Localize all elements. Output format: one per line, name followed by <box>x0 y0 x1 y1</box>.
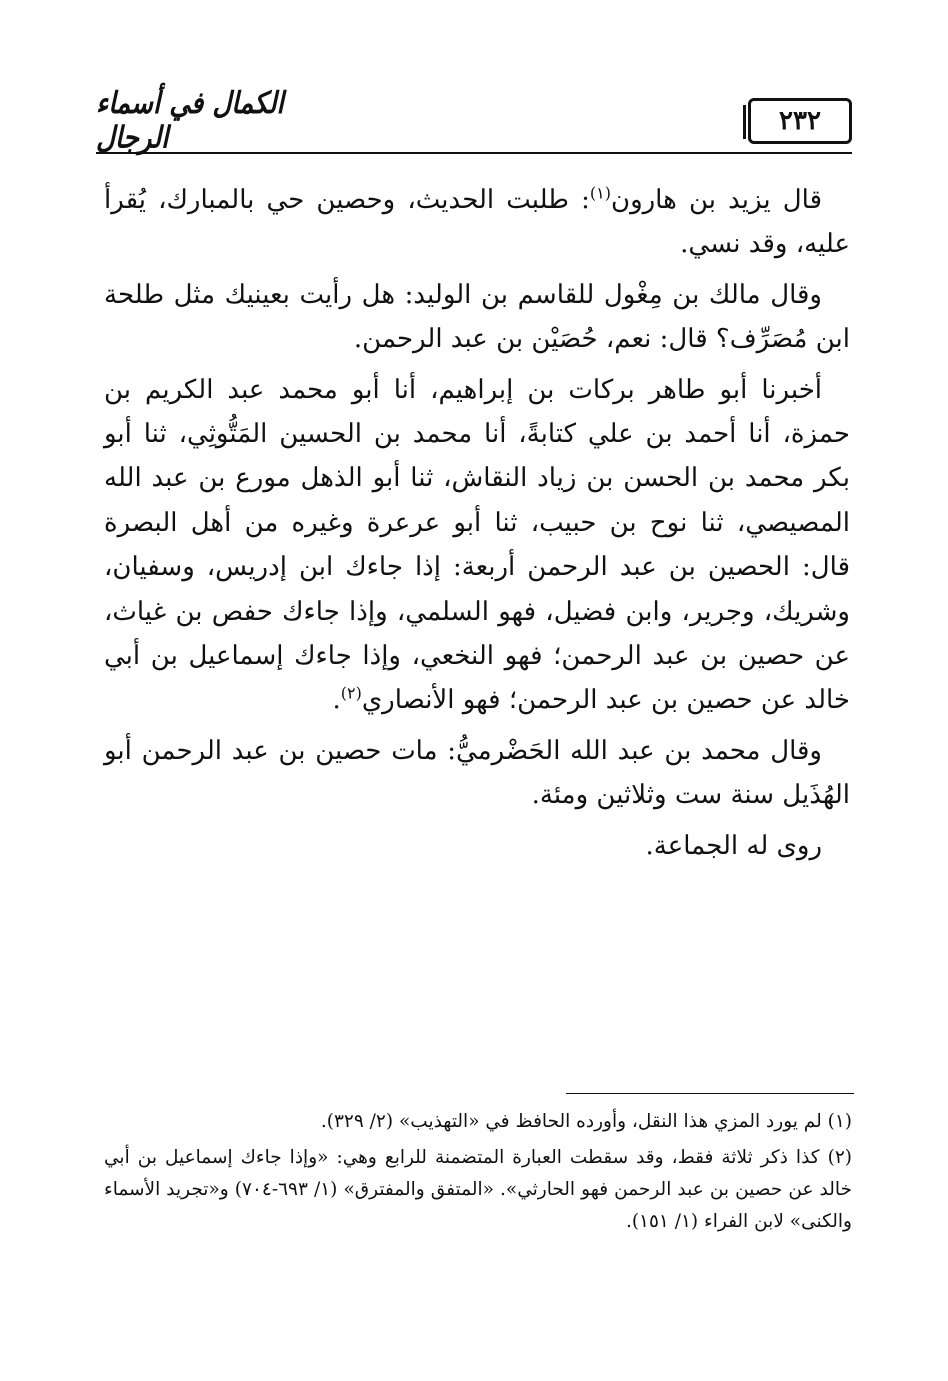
footnote-2: (٢) كذا ذكر ثلاثة فقط، وقد سقطت العبارة المتضمنة للرابع وهي: «وإذا جاءك إسماعيل بن أبي خالد عن حصين بن عبد الرحمن فهو الحارثي». «المتفق والمفترق» (١/ ٦٩٣-٧٠٤) و«تجريد الأسماء والكنى» لابن الفراء (١/ ١٥١). <box>104 1147 852 1232</box>
book-title-calligraphy <box>96 86 296 156</box>
paragraph-3-text: أخبرنا أبو طاهر بركات بن إبراهيم، أنا أبو محمد عبد الكريم بن حمزة، أنا أحمد بن علي كتابةً، أنا محمد بن الحسين المَتُّوثِي، ثنا أبو بكر محمد بن الحسن بن زياد النقاش، ثنا أبو الذهل مورع بن عبد الله المصيصي، ثنا نوح بن حبيب، ثنا أبو عرعرة وغيره من أهل البصرة قال: الحصين بن عبد الرحمن أربعة: إذا جاءك ابن إدريس، وسفيان، وشريك، وجرير، وابن فضيل، فهو السلمي، وإذا جاءك حفص بن غياث، عن حصين بن عبد الرحمن؛ فهو النخعي، وإذا جاءك إسماعيل بن أبي خالد عن حصين بن عبد الرحمن؛ فهو الأنصاري <box>104 374 850 716</box>
paragraph-1 <box>104 178 850 267</box>
footnotes <box>104 1106 852 1242</box>
footnote-divider <box>566 1093 854 1094</box>
paragraph-4: وقال محمد بن عبد الله الحَضْرميُّ: مات حصين بن عبد الرحمن أبو الهُذَيل سنة ست وثلاثين ومئة. <box>104 735 850 811</box>
paragraph-1-start: قال يزيد بن هارون <box>610 185 823 215</box>
page-header <box>96 86 852 156</box>
paragraph-3 <box>104 368 850 723</box>
footnote-ref-1: (١) <box>589 183 611 203</box>
book-title: الكمال في أسماء الرجال <box>96 86 284 156</box>
paragraph-3-end: . <box>332 685 341 716</box>
page-number <box>748 98 852 144</box>
paragraph-5: روى له الجماعة. <box>645 830 822 861</box>
paragraph-2: وقال مالك بن مِغْول للقاسم بن الوليد: هل رأيت بعينيك مثل طلحة ابن مُصَرِّف؟ قال: نعم، حُصَيْن بن عبد الرحمن. <box>104 279 850 355</box>
page-number-text: ٢٣٢ <box>779 106 821 136</box>
main-text <box>104 178 850 874</box>
header-divider <box>96 152 852 154</box>
footnote-1: (١) لم يورد المزي هذا النقل، وأورده الحافظ في «التهذيب» (٢/ ٣٢٩). <box>320 1111 852 1132</box>
footnote-ref-2: (٢) <box>340 683 362 703</box>
paragraph-1-end: : طلبت الحديث، وحصين حي بالمبارك، يُقرأ عليه، وقد نسي. <box>104 185 850 260</box>
